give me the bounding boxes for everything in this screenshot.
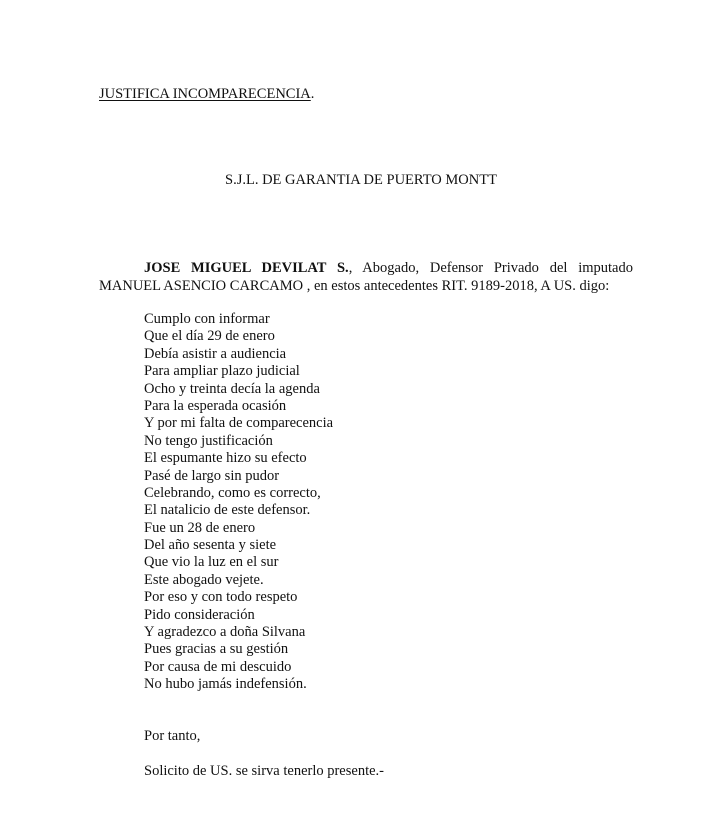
poem-line: Este abogado vejete. bbox=[144, 571, 264, 588]
heading-title: JUSTIFICA INCOMPARECENCIA bbox=[99, 86, 311, 102]
intro-line-1 bbox=[99, 259, 633, 277]
court-addressee: S.J.L. DE GARANTIA DE PUERTO MONTT bbox=[225, 172, 497, 188]
poem-line: El natalicio de este defensor. bbox=[144, 502, 311, 519]
poem-verses bbox=[144, 311, 333, 694]
poem-line: Para ampliar plazo judicial bbox=[144, 363, 300, 380]
poem-line: Para la esperada ocasión bbox=[144, 397, 287, 414]
lawyer-name: JOSE MIGUEL DEVILAT S. bbox=[144, 260, 349, 276]
closing-phrase: Por tanto, bbox=[144, 728, 201, 744]
intro-line-1-rest: , Abogado, Defensor Privado del imputado bbox=[348, 260, 633, 276]
heading-period: . bbox=[310, 86, 315, 102]
poem-line: Pasé de largo sin pudor bbox=[144, 467, 280, 484]
poem-line: Y agradezco a doña Silvana bbox=[144, 624, 306, 641]
poem-line: Ocho y treinta decía la agenda bbox=[144, 380, 320, 397]
poem-line: Fue un 28 de enero bbox=[144, 519, 256, 536]
intro-line-2: MANUEL ASENCIO CARCAMO , en estos antecedentes RIT. 9189-2018, A US. digo: bbox=[99, 278, 610, 294]
poem-line: Que el día 29 de enero bbox=[144, 328, 275, 345]
poem-line: Por eso y con todo respeto bbox=[144, 589, 298, 606]
poem-line: Celebrando, como es correcto, bbox=[144, 484, 321, 501]
document-heading bbox=[99, 86, 314, 103]
poem-line: Del año sesenta y siete bbox=[144, 537, 277, 554]
intro-paragraph bbox=[99, 259, 633, 295]
poem-line: Debía asistir a audiencia bbox=[144, 345, 287, 362]
poem-line: Que vio la luz en el sur bbox=[144, 554, 279, 571]
poem-line: Y por mi falta de comparecencia bbox=[144, 415, 334, 432]
final-request: Solicito de US. se sirva tenerlo presente.- bbox=[144, 763, 384, 779]
poem-line: Pues gracias a su gestión bbox=[144, 641, 289, 658]
poem-line: Cumplo con informar bbox=[144, 311, 270, 327]
poem-line: Pido consideración bbox=[144, 606, 255, 623]
poem-line: No hubo jamás indefensión. bbox=[144, 676, 307, 693]
poem-line: No tengo justificación bbox=[144, 432, 273, 449]
poem-line: El espumante hizo su efecto bbox=[144, 450, 307, 467]
poem-line: Por causa de mi descuido bbox=[144, 658, 292, 675]
